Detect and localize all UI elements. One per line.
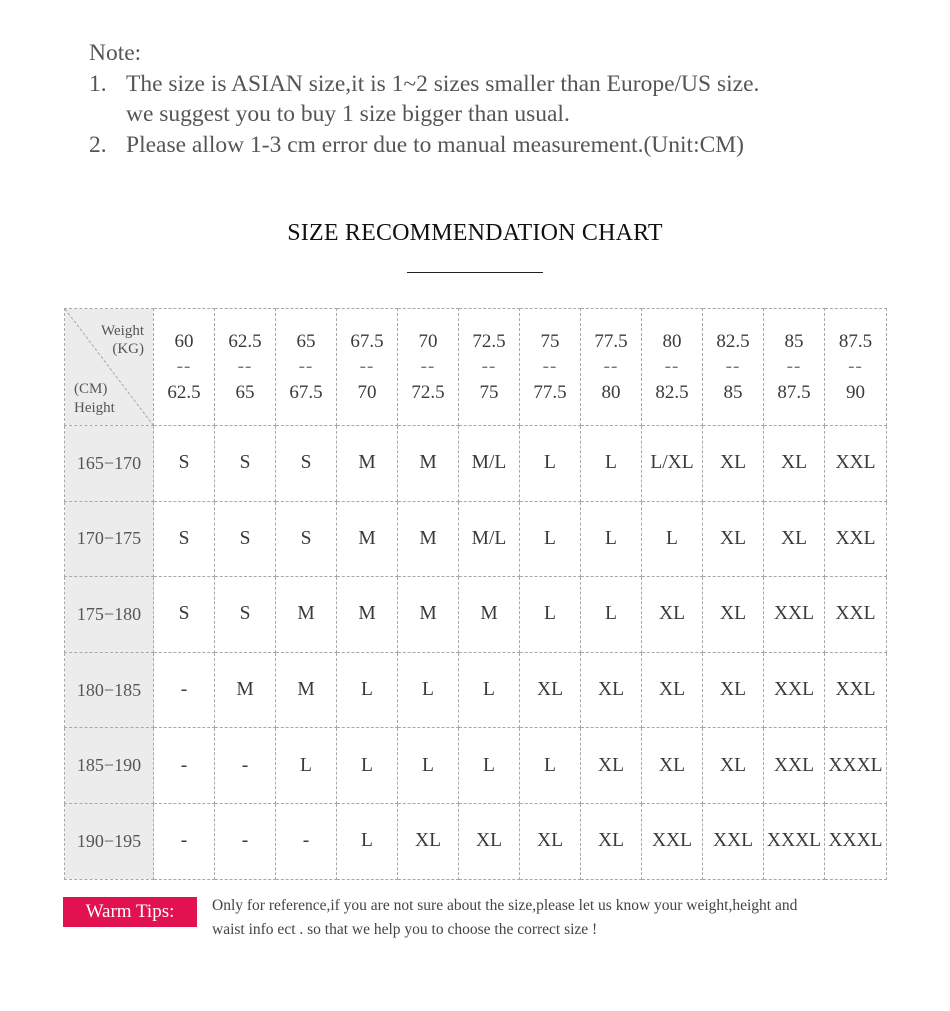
weight-range-separator: --	[237, 356, 253, 378]
weight-range-separator: --	[603, 356, 619, 378]
warm-tips-badge: Warm Tips:	[63, 897, 197, 927]
size-cell: S	[154, 501, 215, 577]
size-chart-table	[64, 308, 887, 880]
size-cell: XL	[703, 577, 764, 653]
size-cell: XL	[459, 803, 520, 879]
weight-range-separator: --	[725, 356, 741, 378]
size-cell: XL	[703, 426, 764, 502]
size-cell: XXL	[703, 803, 764, 879]
note-item-number: 1.	[89, 70, 107, 97]
warm-tips-text	[212, 894, 912, 942]
size-cell: L	[642, 501, 703, 577]
weight-unit: (KG)	[112, 341, 144, 357]
note-heading: Note:	[89, 40, 142, 66]
note-item-text: The size is ASIAN size,it is 1~2 sizes smaller than Europe/US size.	[126, 70, 760, 97]
height-range-label: 190−195	[65, 803, 154, 879]
size-cell: XXL	[825, 577, 887, 653]
size-cell: XXXL	[764, 803, 825, 879]
weight-range-separator: --	[359, 356, 375, 378]
size-cell: M	[215, 652, 276, 728]
size-cell: XL	[581, 652, 642, 728]
size-cell: L	[520, 728, 581, 804]
weight-range-separator: --	[481, 356, 497, 378]
size-cell: XL	[703, 501, 764, 577]
size-cell: XXL	[764, 652, 825, 728]
note-item-text-continued: we suggest you to buy 1 size bigger than usual.	[126, 101, 570, 127]
weight-label: Weight	[101, 323, 144, 339]
note-item-2	[89, 130, 919, 161]
warm-tips-line: waist info ect . so that we help you to choose the correct size !	[212, 921, 598, 938]
size-cell: XXL	[642, 803, 703, 879]
size-cell: XXL	[764, 577, 825, 653]
note-block	[89, 38, 919, 160]
weight-range-from: 65	[296, 330, 316, 352]
weight-range-from: 82.5	[716, 330, 750, 352]
size-cell: S	[215, 501, 276, 577]
weight-range-header	[459, 309, 520, 426]
weight-range-from: 87.5	[838, 330, 873, 352]
weight-range-separator: --	[848, 356, 863, 378]
size-cell: M	[337, 426, 398, 502]
size-cell: M/L	[459, 426, 520, 502]
size-cell: M	[276, 577, 337, 653]
size-cell: L	[459, 652, 520, 728]
size-cell: L	[398, 652, 459, 728]
weight-range-from: 75	[540, 330, 560, 352]
size-cell: L	[581, 501, 642, 577]
weight-range-header	[276, 309, 337, 426]
weight-range-to: 70	[357, 381, 377, 403]
weight-range-to: 77.5	[533, 381, 567, 403]
note-item-text: Please allow 1-3 cm error due to manual measurement.(Unit:CM)	[126, 131, 744, 158]
size-cell: L	[337, 728, 398, 804]
table-row	[65, 501, 887, 577]
size-cell: M	[337, 501, 398, 577]
weight-range-header	[398, 309, 459, 426]
weight-range-from: 60	[174, 330, 194, 352]
weight-range-separator: --	[786, 356, 802, 378]
weight-header-row	[65, 309, 887, 426]
table-row	[65, 426, 887, 502]
size-cell: L	[520, 426, 581, 502]
size-cell: M	[276, 652, 337, 728]
weight-range-to: 90	[846, 381, 865, 403]
size-cell: XL	[764, 426, 825, 502]
weight-range-header	[337, 309, 398, 426]
size-cell: L	[398, 728, 459, 804]
weight-range-to: 80	[601, 381, 621, 403]
weight-range-from: 77.5	[594, 330, 628, 352]
weight-range-header	[154, 309, 215, 426]
table-row	[65, 652, 887, 728]
weight-range-to: 72.5	[411, 381, 445, 403]
size-cell: XL	[642, 577, 703, 653]
size-cell: XXL	[825, 501, 887, 577]
title-underline	[407, 272, 543, 273]
weight-range-to: 67.5	[289, 381, 323, 403]
size-cell: L	[459, 728, 520, 804]
weight-range-from: 85	[784, 330, 804, 352]
weight-range-to: 87.5	[777, 381, 811, 403]
size-cell: XL	[581, 728, 642, 804]
size-cell: -	[215, 803, 276, 879]
table-row	[65, 728, 887, 804]
table-row	[65, 803, 887, 879]
size-cell: XXL	[825, 652, 887, 728]
size-cell: XL	[703, 728, 764, 804]
size-cell: L	[276, 728, 337, 804]
height-label: Height	[74, 400, 115, 416]
warm-tips-line: Only for reference,if you are not sure about the size,please let us know your weight,height and	[212, 897, 798, 914]
weight-range-from: 62.5	[228, 330, 262, 352]
weight-range-header	[764, 309, 825, 426]
size-cell: S	[154, 577, 215, 653]
size-cell: L/XL	[642, 426, 703, 502]
size-cell: L	[581, 426, 642, 502]
size-cell: L	[337, 652, 398, 728]
weight-range-separator: --	[542, 356, 558, 378]
weight-axis-label	[101, 322, 144, 358]
size-cell: L	[520, 501, 581, 577]
weight-range-to: 75	[479, 381, 499, 403]
weight-range-header	[215, 309, 276, 426]
weight-range-header	[703, 309, 764, 426]
size-cell: XL	[520, 803, 581, 879]
size-cell: XXXL	[825, 803, 887, 879]
size-cell: XL	[581, 803, 642, 879]
size-cell: S	[276, 501, 337, 577]
size-cell: L	[520, 577, 581, 653]
note-item-number: 2.	[89, 131, 107, 158]
height-range-label: 180−185	[65, 652, 154, 728]
size-cell: XL	[398, 803, 459, 879]
size-cell: XXL	[764, 728, 825, 804]
weight-range-from: 72.5	[472, 330, 506, 352]
size-cell: -	[154, 652, 215, 728]
size-cell: XL	[520, 652, 581, 728]
size-cell: S	[276, 426, 337, 502]
size-cell: M/L	[459, 501, 520, 577]
size-cell: S	[215, 426, 276, 502]
size-cell: XL	[703, 652, 764, 728]
height-range-label: 170−175	[65, 501, 154, 577]
table-row	[65, 577, 887, 653]
weight-range-header	[581, 309, 642, 426]
weight-range-separator: --	[298, 356, 314, 378]
size-cell: -	[154, 803, 215, 879]
weight-range-separator: --	[664, 356, 680, 378]
weight-range-from: 67.5	[350, 330, 384, 352]
size-cell: XL	[764, 501, 825, 577]
size-cell: M	[398, 426, 459, 502]
height-range-label: 165−170	[65, 426, 154, 502]
size-cell: XL	[642, 728, 703, 804]
size-cell: L	[337, 803, 398, 879]
size-cell: -	[154, 728, 215, 804]
weight-range-separator: --	[420, 356, 436, 378]
height-axis-label	[74, 380, 115, 418]
weight-range-to: 82.5	[655, 381, 689, 403]
height-range-label: 175−180	[65, 577, 154, 653]
size-cell: -	[276, 803, 337, 879]
size-cell: XXL	[825, 426, 887, 502]
corner-header-cell	[65, 309, 154, 426]
height-range-label: 185−190	[65, 728, 154, 804]
weight-range-header	[520, 309, 581, 426]
height-unit: (CM)	[74, 381, 108, 397]
weight-range-to: 85	[723, 381, 743, 403]
size-cell: L	[581, 577, 642, 653]
weight-range-from: 80	[662, 330, 682, 352]
size-cell: S	[215, 577, 276, 653]
size-cell: M	[337, 577, 398, 653]
weight-range-header	[642, 309, 703, 426]
size-cell: M	[459, 577, 520, 653]
weight-range-separator: --	[176, 356, 192, 378]
chart-title: SIZE RECOMMENDATION CHART	[287, 220, 663, 246]
size-cell: XXXL	[825, 728, 887, 804]
weight-range-header	[825, 309, 887, 426]
size-cell: M	[398, 501, 459, 577]
size-cell: -	[215, 728, 276, 804]
note-item-1	[89, 69, 919, 100]
weight-range-from: 70	[418, 330, 438, 352]
weight-range-to: 65	[235, 381, 255, 403]
weight-range-to: 62.5	[167, 381, 201, 403]
size-cell: S	[154, 426, 215, 502]
size-cell: XL	[642, 652, 703, 728]
size-cell: M	[398, 577, 459, 653]
